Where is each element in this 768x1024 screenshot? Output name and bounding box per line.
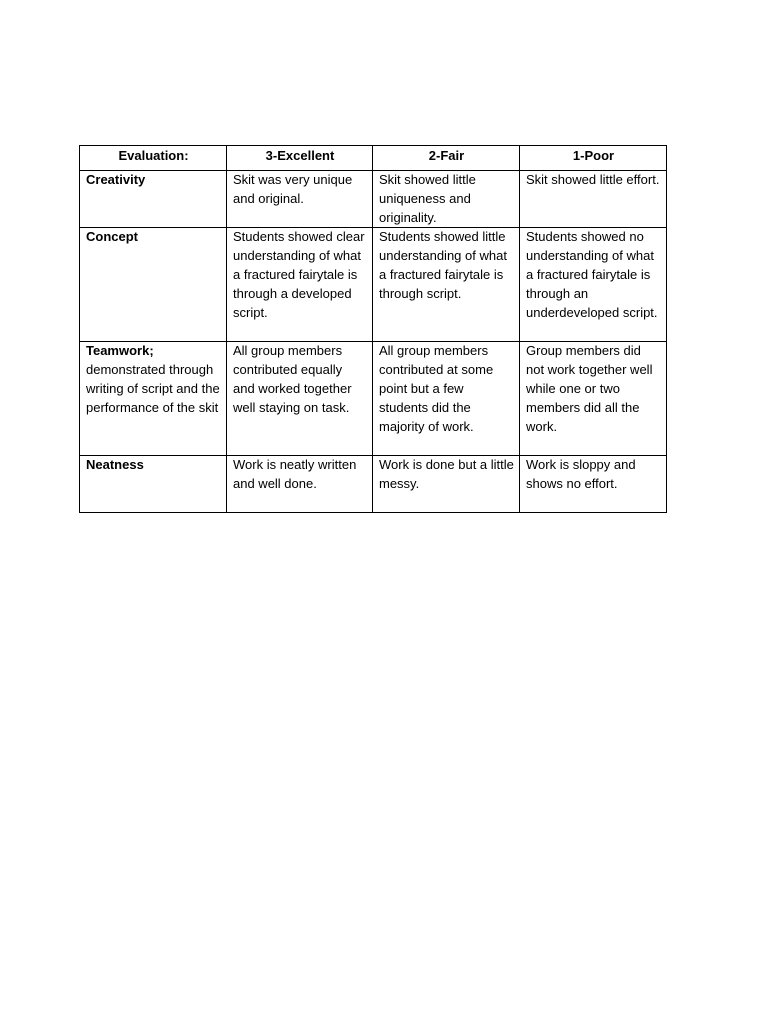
criterion-cell [80,456,227,513]
criterion-name: Neatness [86,457,144,473]
rubric-table [79,145,667,513]
criterion-cell [80,342,227,456]
excellent-cell: Skit was very unique and original. [227,171,373,228]
excellent-cell: All group members contributed equally and worked together well staying on task. [227,342,373,456]
header-excellent: 3-Excellent [227,146,373,171]
criterion-name: Concept [86,229,138,245]
criterion-cell [80,228,227,342]
fair-cell: Work is done but a little messy. [373,456,520,513]
header-poor: 1-Poor [520,146,667,171]
table-row-creativity [80,171,667,228]
criterion-cell [80,171,227,228]
excellent-cell: Work is neatly written and well done. [227,456,373,513]
header-row [80,146,667,171]
fair-cell: Skit showed little uniqueness and originality. [373,171,520,228]
table-row-concept [80,228,667,342]
poor-cell: Group members did not work together well while one or two members did all the work. [520,342,667,456]
poor-cell: Skit showed little effort. [520,171,667,228]
criterion-note: demonstrated through writing of script and the performance of the skit [86,362,220,415]
header-evaluation: Evaluation: [80,146,227,171]
criterion-name: Creativity [86,172,146,187]
poor-cell: Students showed no understanding of what a fractured fairytale is through an underdeveloped script. [520,228,667,342]
header-fair: 2-Fair [373,146,520,171]
fair-cell: Students showed little understanding of what a fractured fairytale is through script. [373,228,520,342]
table-row-teamwork [80,342,667,456]
excellent-cell: Students showed clear understanding of what a fractured fairytale is through a developed script. [227,228,373,342]
fair-cell: All group members contributed at some point but a few students did the majority of work. [373,342,520,456]
criterion-name: Teamwork; [86,343,154,359]
table-row-neatness [80,456,667,513]
poor-cell: Work is sloppy and shows no effort. [520,456,667,513]
